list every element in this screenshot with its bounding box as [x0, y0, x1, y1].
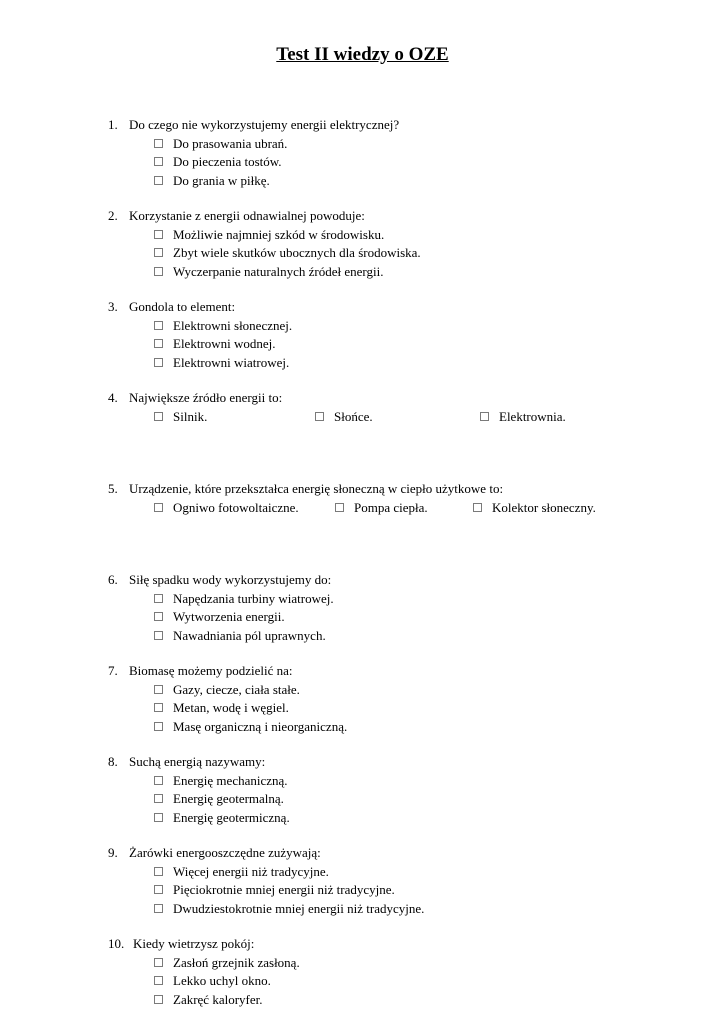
answer-label: Więcej energii niż tradycyjne.: [173, 864, 329, 879]
question-4: [0, 388, 725, 479]
answer-option[interactable]: [473, 498, 596, 517]
checkbox-icon[interactable]: [154, 867, 163, 876]
checkbox-icon[interactable]: [480, 412, 489, 421]
answer-option[interactable]: [154, 899, 424, 918]
answer-option[interactable]: [154, 990, 263, 1009]
answer-label: Wytworzenia energii.: [173, 609, 285, 624]
answer-option[interactable]: [154, 680, 300, 699]
answer-label: Elektrowni słonecznej.: [173, 318, 293, 333]
answer-label: Masę organiczną i nieorganiczną.: [173, 719, 348, 734]
question-text: Urządzenie, które przekształca energię słoneczną w ciepło użytkowe to:: [129, 481, 504, 496]
question-number: 6.: [108, 572, 118, 587]
question-number: 8.: [108, 754, 118, 769]
checkbox-icon[interactable]: [154, 703, 163, 712]
answer-label: Dwudziestokrotnie mniej energii niż tradycyjne.: [173, 901, 425, 916]
answer-option[interactable]: [154, 134, 287, 153]
question-text: Biomasę możemy podzielić na:: [129, 663, 293, 678]
answer-option[interactable]: [154, 262, 383, 281]
answer-option[interactable]: [154, 953, 300, 972]
answer-label: Elektrownia.: [499, 409, 566, 424]
answer-option[interactable]: [315, 407, 373, 426]
page-title: Test II wiedzy o OZE: [276, 44, 449, 65]
answer-label: Napędzania turbiny wiatrowej.: [173, 591, 334, 606]
answer-label: Zbyt wiele skutków ubocznych dla środowiska.: [173, 245, 421, 260]
answer-option[interactable]: [154, 152, 282, 171]
answer-label: Słońce.: [334, 409, 373, 424]
checkbox-icon[interactable]: [154, 631, 163, 640]
answer-label: Silnik.: [173, 409, 208, 424]
question-7: [0, 661, 725, 752]
answer-label: Energię mechaniczną.: [173, 773, 288, 788]
checkbox-icon[interactable]: [154, 958, 163, 967]
question-text: Kiedy wietrzysz pokój:: [133, 936, 255, 951]
answer-option[interactable]: [154, 243, 421, 262]
answer-option[interactable]: [154, 771, 288, 790]
answer-option[interactable]: [154, 862, 329, 881]
checkbox-icon[interactable]: [154, 139, 163, 148]
checkbox-icon[interactable]: [154, 885, 163, 894]
checkbox-icon[interactable]: [154, 995, 163, 1004]
answer-option[interactable]: [154, 353, 289, 372]
checkbox-icon[interactable]: [154, 503, 163, 512]
answer-option[interactable]: [154, 626, 326, 645]
answer-option[interactable]: [154, 407, 207, 426]
question-10: [0, 934, 725, 1025]
answer-option[interactable]: [154, 717, 347, 736]
question-number: 10.: [108, 936, 125, 951]
checkbox-icon[interactable]: [154, 358, 163, 367]
question-5: [0, 479, 725, 570]
question-text: Suchą energią nazywamy:: [129, 754, 266, 769]
answer-option[interactable]: [154, 498, 299, 517]
checkbox-icon[interactable]: [335, 503, 344, 512]
checkbox-icon[interactable]: [154, 904, 163, 913]
answer-label: Do pieczenia tostów.: [173, 154, 282, 169]
question-text: Największe źródło energii to:: [129, 390, 283, 405]
question-8: [0, 752, 725, 843]
answer-option[interactable]: [154, 971, 271, 990]
checkbox-icon[interactable]: [154, 176, 163, 185]
question-9: [0, 843, 725, 934]
answer-label: Kolektor słoneczny.: [492, 500, 596, 515]
answer-label: Zasłoń grzejnik zasłoną.: [173, 955, 300, 970]
checkbox-icon[interactable]: [154, 230, 163, 239]
checkbox-icon[interactable]: [154, 321, 163, 330]
question-3: [0, 297, 725, 388]
answer-label: Pompa ciepła.: [354, 500, 428, 515]
answer-label: Elektrowni wodnej.: [173, 336, 276, 351]
answer-label: Nawadniania pól uprawnych.: [173, 628, 326, 643]
answer-option[interactable]: [154, 880, 395, 899]
question-list: [0, 115, 725, 1025]
checkbox-icon[interactable]: [154, 794, 163, 803]
answer-label: Metan, wodę i węgiel.: [173, 700, 289, 715]
question-2: [0, 206, 725, 297]
answer-option[interactable]: [154, 589, 334, 608]
answer-option[interactable]: [154, 698, 289, 717]
answer-label: Do prasowania ubrań.: [173, 136, 288, 151]
checkbox-icon[interactable]: [154, 248, 163, 257]
answer-option[interactable]: [154, 789, 284, 808]
question-text: Żarówki energooszczędne zużywają:: [129, 845, 321, 860]
checkbox-icon[interactable]: [154, 813, 163, 822]
question-text: Korzystanie z energii odnawialnej powoduje:: [129, 208, 365, 223]
answer-label: Energię geotermalną.: [173, 791, 284, 806]
answer-label: Lekko uchyl okno.: [173, 973, 271, 988]
answer-option[interactable]: [154, 225, 384, 244]
question-number: 4.: [108, 390, 118, 405]
answer-label: Ogniwo fotowoltaiczne.: [173, 500, 299, 515]
checkbox-icon[interactable]: [473, 503, 482, 512]
checkbox-icon[interactable]: [154, 412, 163, 421]
answer-option[interactable]: [480, 407, 566, 426]
answer-label: Zakręć kaloryfer.: [173, 992, 263, 1007]
question-text: Gondola to element:: [129, 299, 236, 314]
answer-label: Możliwie najmniej szkód w środowisku.: [173, 227, 385, 242]
question-number: 3.: [108, 299, 118, 314]
answer-option[interactable]: [154, 171, 270, 190]
answer-option[interactable]: [154, 334, 276, 353]
checkbox-icon[interactable]: [154, 157, 163, 166]
question-text: Do czego nie wykorzystujemy energii elektrycznej?: [129, 117, 400, 132]
question-number: 5.: [108, 481, 118, 496]
question-text: Siłę spadku wody wykorzystujemy do:: [129, 572, 332, 587]
question-number: 1.: [108, 117, 118, 132]
answer-label: Pięciokrotnie mniej energii niż tradycyjne.: [173, 882, 395, 897]
question-1: [0, 115, 725, 206]
checkbox-icon[interactable]: [154, 594, 163, 603]
question-number: 9.: [108, 845, 118, 860]
answer-option[interactable]: [154, 808, 290, 827]
answer-option[interactable]: [154, 607, 285, 626]
answer-label: Do grania w piłkę.: [173, 173, 270, 188]
answer-label: Elektrowni wiatrowej.: [173, 355, 290, 370]
checkbox-icon[interactable]: [154, 339, 163, 348]
answer-option[interactable]: [335, 498, 428, 517]
question-6: [0, 570, 725, 661]
question-number: 2.: [108, 208, 118, 223]
checkbox-icon[interactable]: [154, 976, 163, 985]
checkbox-icon[interactable]: [154, 685, 163, 694]
checkbox-icon[interactable]: [154, 612, 163, 621]
answer-label: Energię geotermiczną.: [173, 810, 290, 825]
answer-label: Wyczerpanie naturalnych źródeł energii.: [173, 264, 384, 279]
checkbox-icon[interactable]: [154, 722, 163, 731]
checkbox-icon[interactable]: [154, 776, 163, 785]
answer-label: Gazy, ciecze, ciała stałe.: [173, 682, 300, 697]
answer-option[interactable]: [154, 316, 292, 335]
checkbox-icon[interactable]: [315, 412, 324, 421]
checkbox-icon[interactable]: [154, 267, 163, 276]
question-number: 7.: [108, 663, 118, 678]
